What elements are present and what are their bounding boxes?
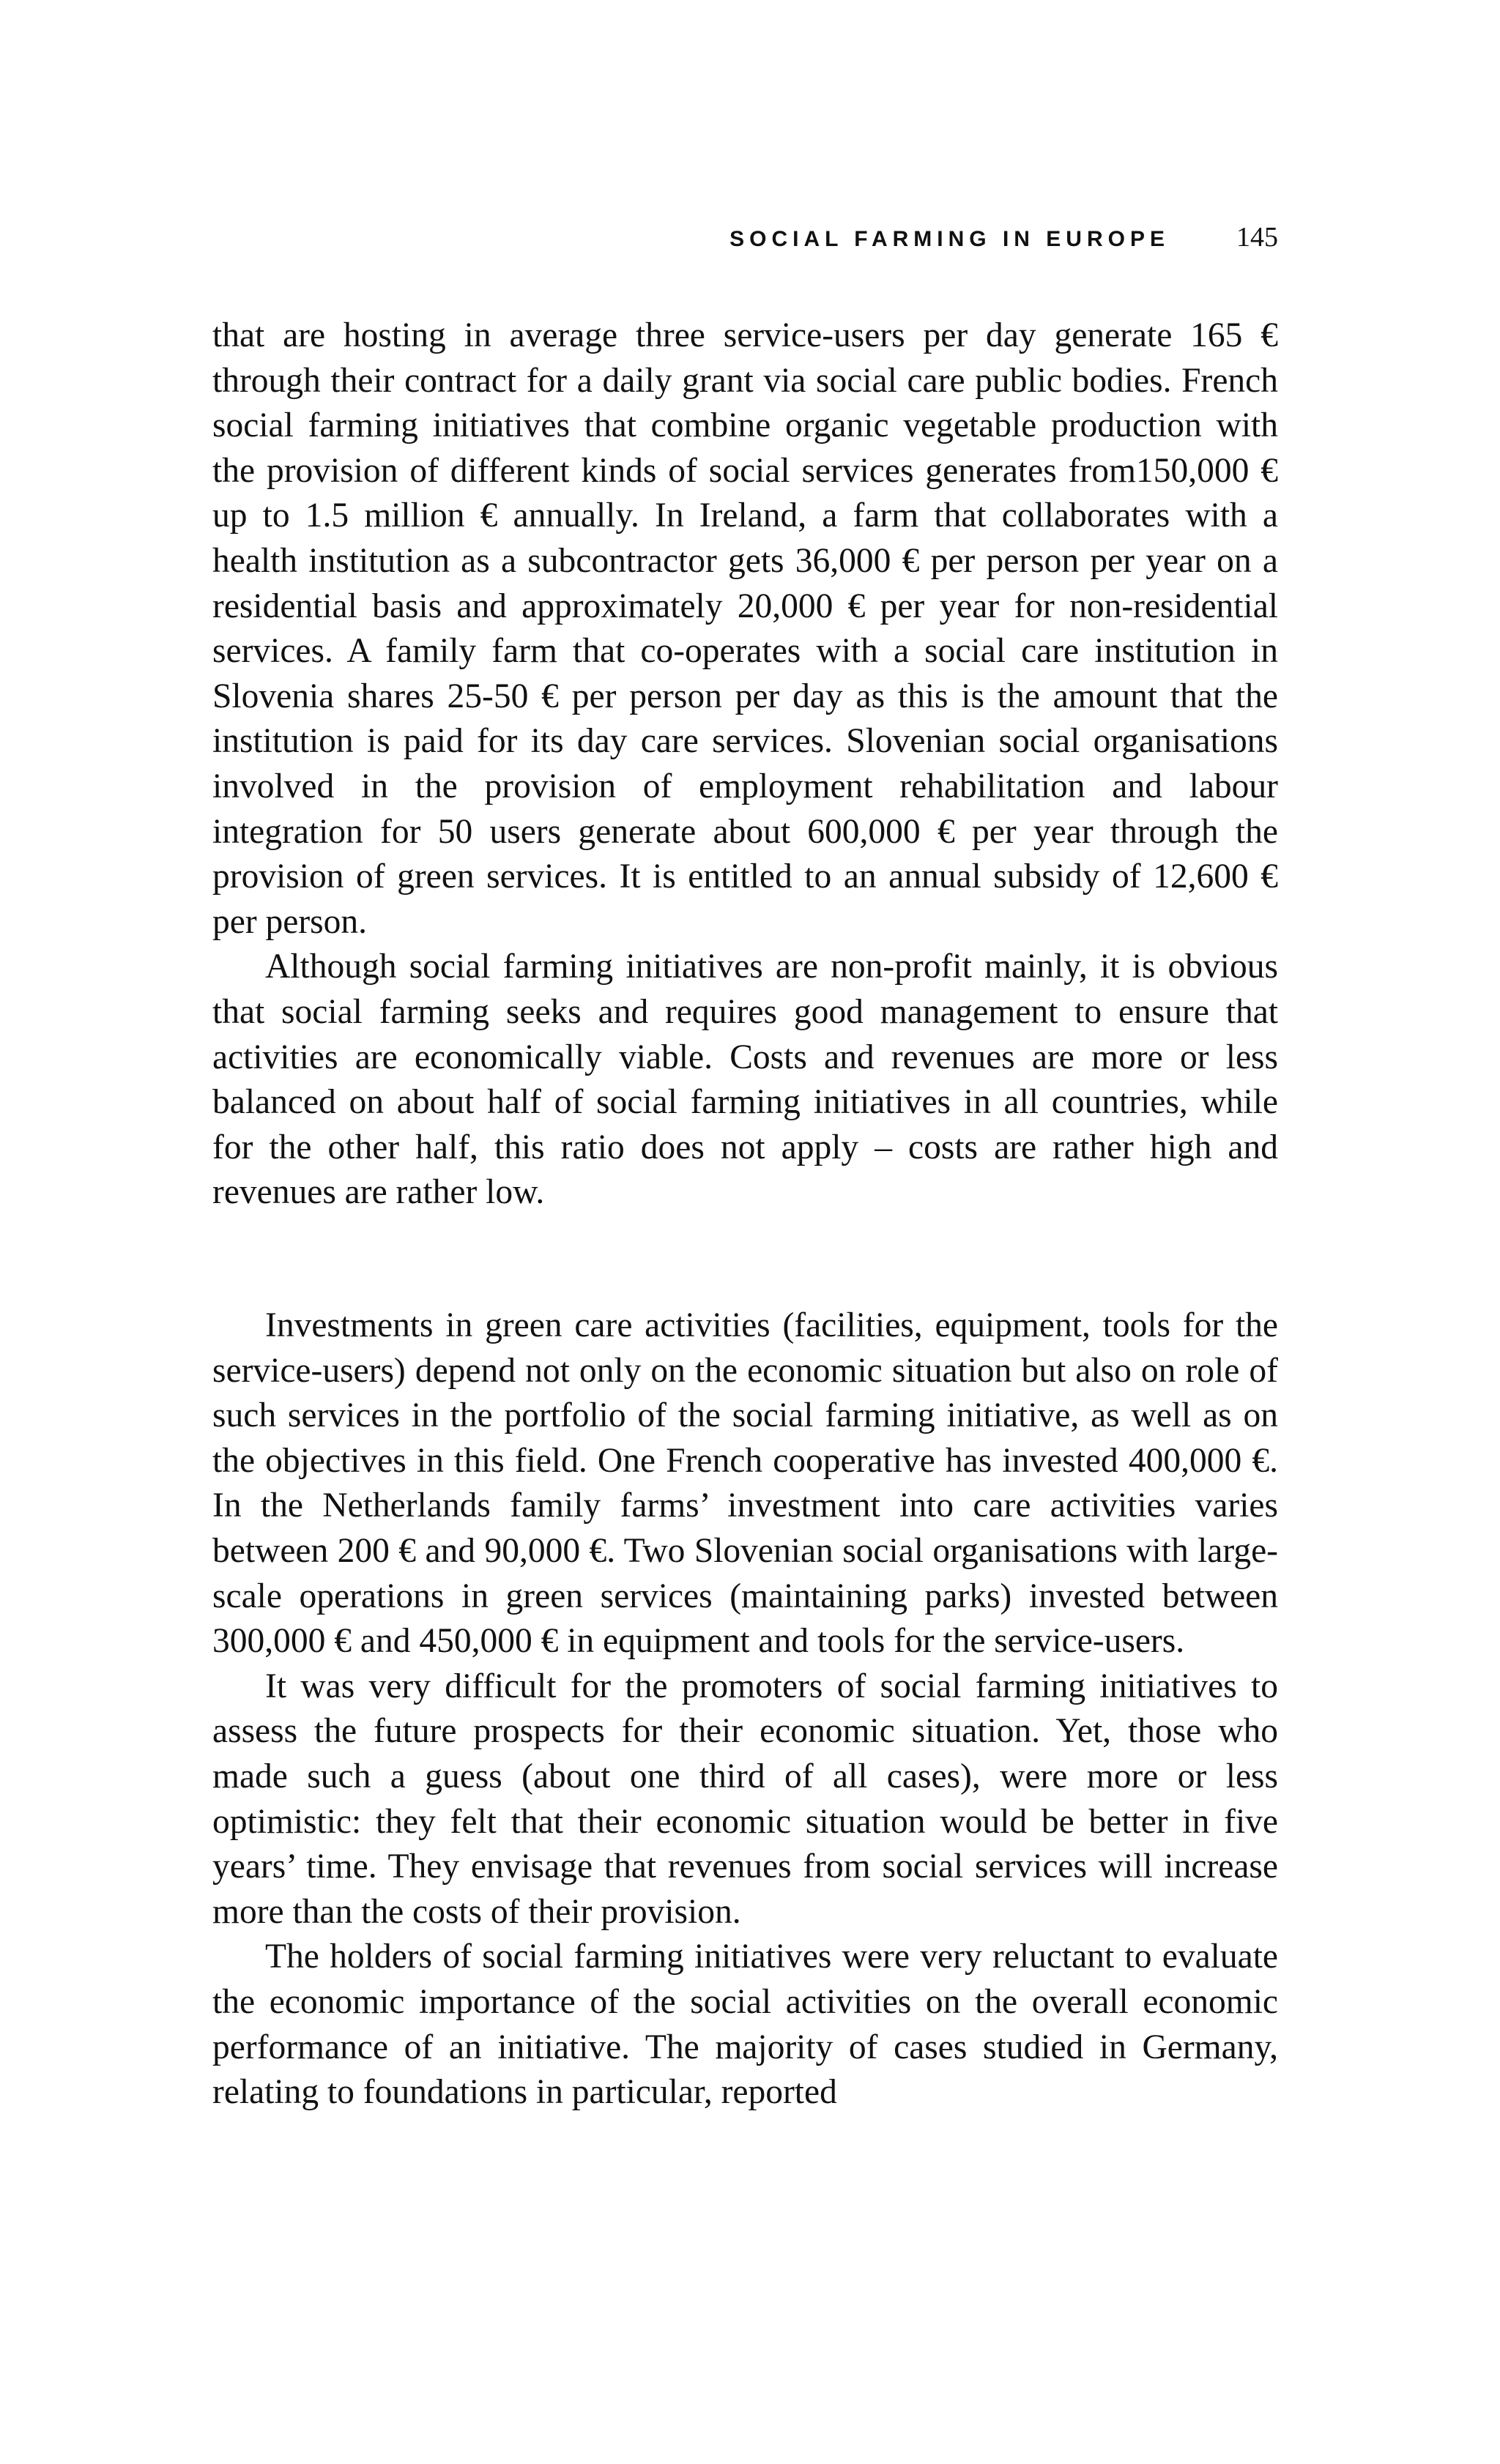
running-header bbox=[212, 221, 1278, 258]
body-text-lower bbox=[212, 1303, 1278, 2115]
paragraph-future-prospects: It was very difficult for the promoters of social farming initiatives to assess the future prospects for their economic situation. Yet, those who made such a guess (about one third of all cases), were more or less optimistic: they felt that their economic situation would be better in five years’ time. They envisage that revenues from social services will increase more than the costs of their provision. bbox=[212, 1667, 1278, 1931]
paragraph-investments: Investments in green care activities (facilities, equipment, tools for the service-users) depend not only on the economic situation but also on role of such services in the portfolio of the social farming initiative, as well as on the objectives in this field. One French cooperative has invested 400,000 €. In the Netherlands family farms’ investment into care activities varies between 200 € and 90,000 €. Two Slovenian social organisations with large-scale operations in green services (maintaining parks) invested between 300,000 € and 450,000 € in equipment and tools for the service-users. bbox=[212, 1306, 1278, 1661]
paragraph-economic-importance: The holders of social farming initiatives were very reluctant to evaluate the economic importance of the social activities on the overall economic performance of an initiative. The majority of cases studied in Germany, relating to foundations in particular, reported bbox=[212, 1938, 1278, 2112]
body-text-upper bbox=[212, 313, 1278, 1216]
paragraph-economic-figures: that are hosting in average three service-users per day generate 165 € through their contract for a daily grant via social care public bodies. French social farming initiatives that combine organic vegetable production with the provision of different kinds of social services generates from150,000 € up to 1.5 million € annually. In Ireland, a farm that collaborates with a health institution as a subcontractor gets 36,000 € per person per year on a residential basis and approximately 20,000 € per year for non-residential services. A family farm that co-operates with a social care institution in Slovenia shares 25-50 € per person per day as this is the amount that the institution is paid for its day care services. Slovenian social organisations involved in the provision of employment rehabilitation and labour integration for 50 users generate about 600,000 € per year through the provision of green services. It is entitled to an annual subsidy of 12,600 € per person. bbox=[212, 316, 1278, 941]
paragraph-non-profit: Although social farming initiatives are non-profit mainly, it is obvious that social farming seeks and requires good management to ensure that activities are economically viable. Costs and revenues are more or less balanced on about half of social farming initiatives in all countries, while for the other half, this ratio does not apply – costs are rather high and revenues are rather low. bbox=[212, 948, 1278, 1212]
page-number: 145 bbox=[1236, 222, 1278, 253]
running-title: SOCIAL FARMING IN EUROPE bbox=[729, 227, 1170, 251]
